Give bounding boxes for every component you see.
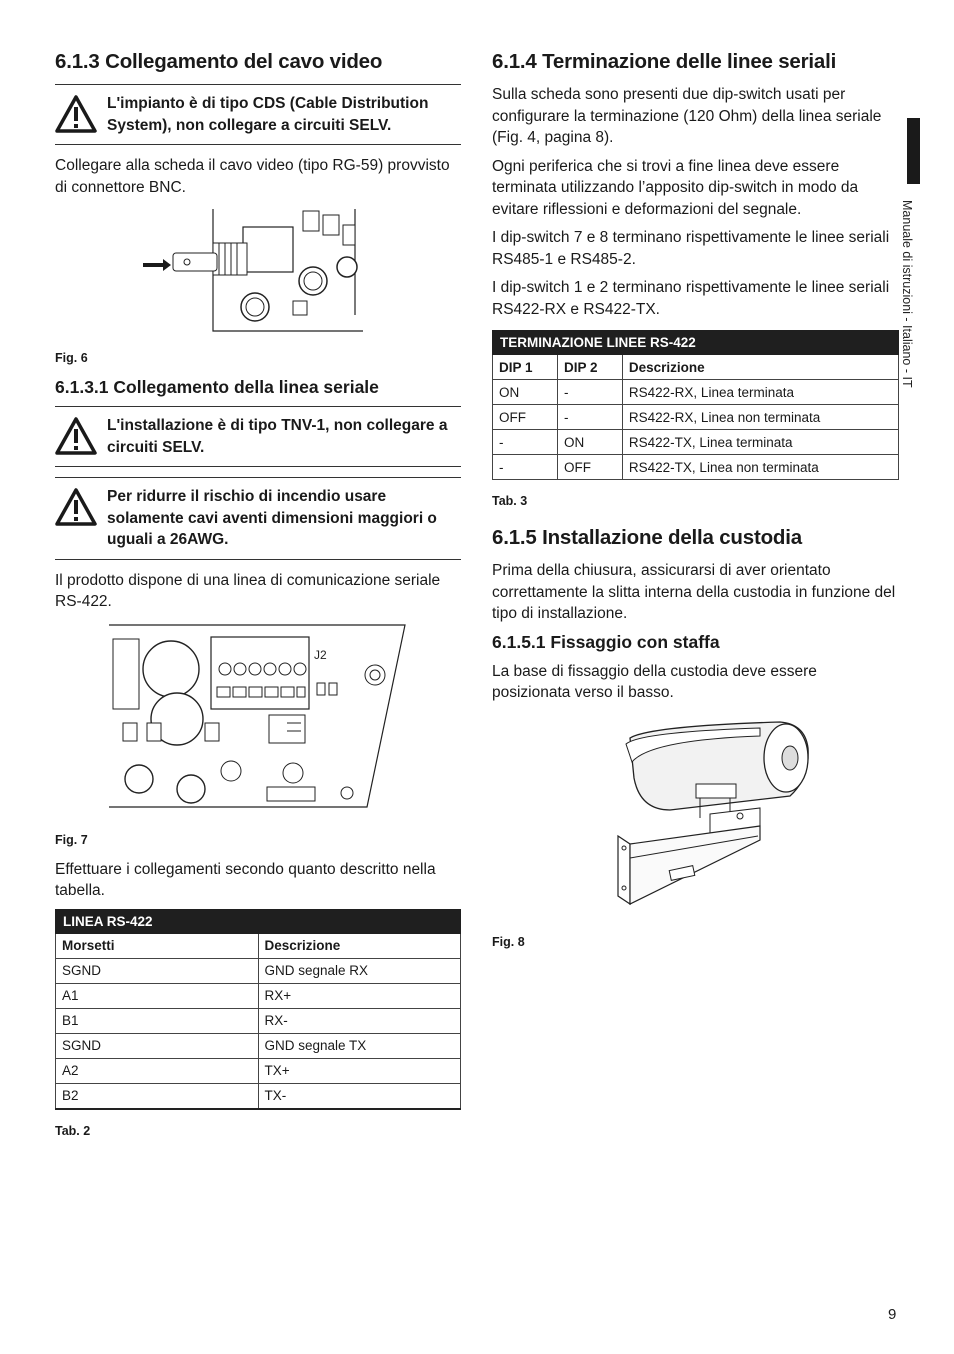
- table-cell: TX-: [258, 1083, 461, 1109]
- table-caption: LINEA RS-422: [56, 909, 461, 933]
- section-heading-6-1-3: 6.1.3 Collegamento del cavo video: [55, 50, 383, 73]
- warning-box-tnv: [55, 406, 461, 467]
- paragraph: Prima della chiusura, assicurarsi di aver orientato correttamente la slitta interna della custodia in funzione del tipo di installazione.: [492, 562, 896, 622]
- table-terminazione: [492, 330, 899, 480]
- section-heading-6-1-5-1: 6.1.5.1 Fissaggio con staffa: [492, 631, 720, 652]
- table-header: DIP 1: [493, 355, 558, 380]
- table-cell: OFF: [557, 455, 622, 480]
- table-row: [56, 983, 461, 1008]
- paragraph: Effettuare i collegamenti secondo quanto descritto nella tabella.: [55, 860, 436, 899]
- figure-circuit-board: [107, 623, 407, 813]
- table-label: Tab. 2: [55, 1123, 91, 1138]
- table-row: [493, 430, 899, 455]
- table-header: Morsetti: [56, 933, 259, 958]
- table-cell: GND segnale TX: [258, 1033, 461, 1058]
- side-tab-bar: [907, 118, 920, 184]
- warning-box-cds: [55, 84, 461, 145]
- left-column: [55, 50, 461, 1150]
- warning-text: L'installazione è di tipo TNV-1, non collegare a circuiti SELV.: [107, 417, 448, 456]
- table-cell: RS422-RX, Linea non terminata: [622, 405, 898, 430]
- table-cell: OFF: [493, 405, 558, 430]
- table-row: [56, 1008, 461, 1033]
- paragraph: Ogni periferica che si trovi a fine linea deve essere terminata utilizzando l’apposito dip-switch in modo da evitare riflessioni e deformazioni del segnale.: [492, 157, 859, 218]
- side-label: Manuale di istruzioni - Italiano - IT: [900, 200, 914, 388]
- fig-label-j2: J2: [314, 647, 327, 662]
- table-cell: GND segnale RX: [258, 958, 461, 983]
- table-row: [493, 455, 899, 480]
- figure-bnc-connector: [143, 205, 373, 335]
- table-header: DIP 2: [557, 355, 622, 380]
- warning-icon: [55, 95, 97, 133]
- table-row: [56, 1058, 461, 1083]
- table-cell: RX-: [258, 1008, 461, 1033]
- table-row: [56, 958, 461, 983]
- warning-box-fire: [55, 477, 461, 560]
- table-cell: RS422-TX, Linea non terminata: [622, 455, 898, 480]
- figure-label: Fig. 7: [55, 832, 88, 847]
- paragraph: Il prodotto dispone di una linea di comunicazione seriale RS-422.: [55, 571, 441, 610]
- section-heading-6-1-4: 6.1.4 Terminazione delle linee seriali: [492, 50, 837, 73]
- paragraph: La base di fissaggio della custodia deve essere posizionata verso il basso.: [492, 662, 817, 701]
- table-cell: B1: [56, 1008, 259, 1033]
- table-cell: TX+: [258, 1058, 461, 1083]
- table-cell: -: [557, 380, 622, 405]
- table-header: Descrizione: [622, 355, 898, 380]
- table-caption: TERMINAZIONE LINEE RS-422: [493, 331, 899, 355]
- warning-text: L'impianto è di tipo CDS (Cable Distribution System), non collegare a circuiti SELV.: [107, 95, 429, 134]
- warning-icon: [55, 417, 97, 455]
- table-cell: A1: [56, 983, 259, 1008]
- warning-icon: [55, 488, 97, 526]
- table-linea-rs422: [55, 909, 461, 1110]
- table-row: [56, 1083, 461, 1109]
- table-row: [493, 380, 899, 405]
- table-cell: -: [493, 455, 558, 480]
- table-cell: RS422-RX, Linea terminata: [622, 380, 898, 405]
- table-cell: RS422-TX, Linea terminata: [622, 430, 898, 455]
- warning-text: Per ridurre il rischio di incendio usare solamente cavi aventi dimensioni maggiori o uguali a 26AWG.: [107, 488, 437, 548]
- figure-housing-bracket: [610, 718, 820, 913]
- table-row: [56, 1033, 461, 1058]
- paragraph: Collegare alla scheda il cavo video (tipo RG-59) provvisto di connettore BNC.: [55, 157, 450, 196]
- paragraph: Sulla scheda sono presenti due dip-switch usati per configurare la terminazione (120 Ohm) della linea seriale (Fig. 4, pagina 8).: [492, 86, 882, 146]
- section-heading-6-1-5: 6.1.5 Installazione della custodia: [492, 526, 802, 549]
- right-column: [492, 50, 899, 961]
- table-cell: SGND: [56, 1033, 259, 1058]
- paragraph: I dip-switch 7 e 8 terminano rispettivamente le linee seriali RS485-1 e RS485-2.: [492, 229, 890, 268]
- table-cell: RX+: [258, 983, 461, 1008]
- table-cell: ON: [557, 430, 622, 455]
- table-label: Tab. 3: [492, 494, 528, 508]
- table-cell: SGND: [56, 958, 259, 983]
- figure-label: Fig. 8: [492, 934, 525, 949]
- paragraph: I dip-switch 1 e 2 terminano rispettivamente le linee seriali RS422-RX e RS422-TX.: [492, 279, 890, 318]
- table-cell: A2: [56, 1058, 259, 1083]
- table-cell: -: [557, 405, 622, 430]
- table-header: Descrizione: [258, 933, 461, 958]
- table-cell: ON: [493, 380, 558, 405]
- table-cell: B2: [56, 1083, 259, 1109]
- table-cell: -: [493, 430, 558, 455]
- section-heading-6-1-3-1: 6.1.3.1 Collegamento della linea seriale: [55, 377, 379, 397]
- page-number: 9: [888, 1306, 897, 1323]
- table-row: [493, 405, 899, 430]
- figure-label: Fig. 6: [55, 351, 88, 365]
